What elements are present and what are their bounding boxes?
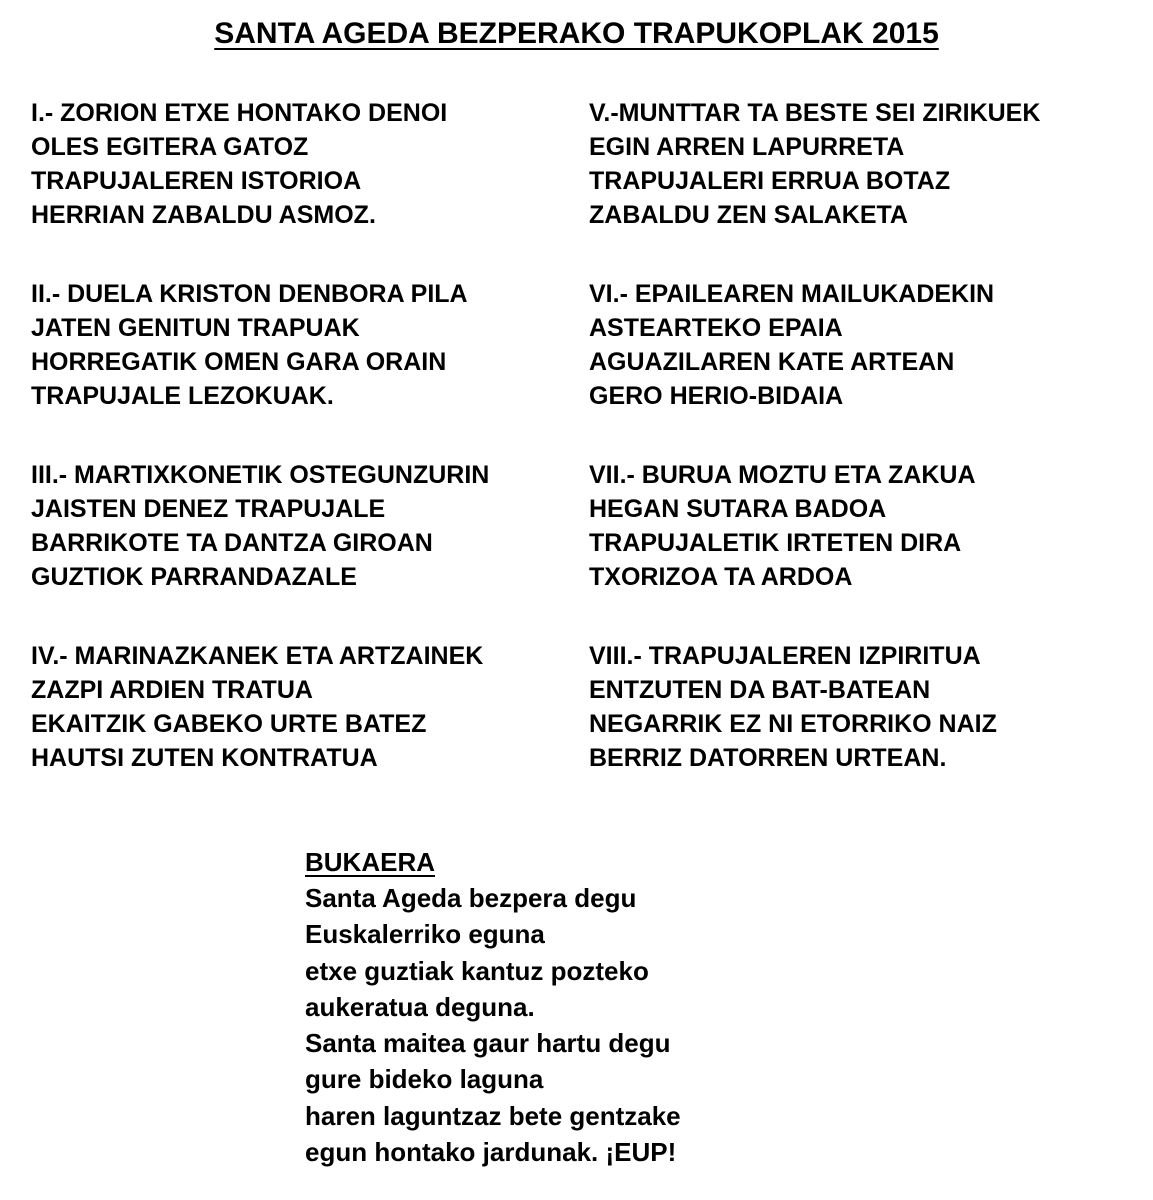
stanza-3	[31, 458, 591, 639]
stanza-line: TRAPUJALETIK IRTETEN DIRA	[589, 529, 962, 557]
ending-line: gure bideko laguna	[305, 1064, 544, 1095]
stanza-line: JAISTEN DENEZ TRAPUJALE	[31, 495, 386, 523]
stanza-5	[589, 96, 1149, 277]
stanza-line: II.- DUELA KRISTON DENBORA PILA	[31, 280, 468, 308]
stanza-line: III.- MARTIXKONETIK OSTEGUNZURIN	[31, 461, 490, 489]
stanza-line: TRAPUJALE LEZOKUAK.	[31, 382, 334, 410]
stanza-line: IV.- MARINAZKANEK ETA ARTZAINEK	[31, 642, 484, 670]
stanza-line: TRAPUJALEREN ISTORIOA	[31, 167, 362, 195]
left-column	[31, 96, 591, 775]
stanza-line: BARRIKOTE TA DANTZA GIROAN	[31, 529, 433, 557]
stanza-line: ENTZUTEN DA BAT-BATEAN	[589, 676, 931, 704]
stanza-line: ASTEARTEKO EPAIA	[589, 314, 843, 342]
ending-line: haren laguntzaz bete gentzake	[305, 1100, 681, 1131]
stanza-line: TRAPUJALERI ERRUA BOTAZ	[589, 167, 951, 195]
stanza-line: GUZTIOK PARRANDAZALE	[31, 563, 357, 591]
stanza-4	[31, 639, 591, 775]
stanza-line: VI.- EPAILEAREN MAILUKADEKIN	[589, 280, 995, 308]
ending-line: Santa Ageda bezpera degu	[305, 883, 637, 913]
stanza-line: JATEN GENITUN TRAPUAK	[31, 314, 360, 342]
ending-line: aukeratua deguna.	[305, 991, 535, 1022]
right-column	[589, 96, 1149, 775]
stanza-line: ZAZPI ARDIEN TRATUA	[31, 676, 313, 704]
stanza-line: AGUAZILAREN KATE ARTEAN	[589, 348, 955, 376]
stanza-line: EGIN ARREN LAPURRETA	[589, 133, 905, 161]
stanza-6	[589, 277, 1149, 458]
ending-line: Santa maitea gaur hartu degu	[305, 1028, 671, 1059]
stanza-line: HEGAN SUTARA BADOA	[589, 495, 887, 523]
stanza-2	[31, 277, 591, 458]
stanza-line: VII.- BURUA MOZTU ETA ZAKUA	[589, 461, 976, 489]
ending-heading: BUKAERA	[305, 847, 435, 877]
page-title	[0, 14, 1153, 54]
stanza-line: I.- ZORION ETXE HONTAKO DENOI	[31, 99, 448, 127]
stanza-line: EKAITZIK GABEKO URTE BATEZ	[31, 710, 427, 738]
stanza-7	[589, 458, 1149, 639]
stanza-line: NEGARRIK EZ NI ETORRIKO NAIZ	[589, 710, 997, 738]
ending-line: Euskalerriko eguna	[305, 919, 545, 950]
stanza-line: HORREGATIK OMEN GARA ORAIN	[31, 348, 447, 376]
ending-line: etxe guztiak kantuz pozteko	[305, 955, 649, 986]
stanza-1	[31, 96, 591, 277]
stanza-line: V.-MUNTTAR TA BESTE SEI ZIRIKUEK	[589, 99, 1041, 127]
stanza-line: TXORIZOA TA ARDOA	[589, 563, 853, 591]
ending-line: egun hontako jardunak. ¡EUP!	[305, 1137, 677, 1168]
stanza-line: ZABALDU ZEN SALAKETA	[589, 201, 908, 229]
page-title-text: SANTA AGEDA BEZPERAKO TRAPUKOPLAK 2015	[214, 17, 939, 50]
stanza-line: VIII.- TRAPUJALEREN IZPIRITUA	[589, 642, 981, 670]
stanza-line: HERRIAN ZABALDU ASMOZ.	[31, 201, 376, 229]
stanza-8	[589, 639, 1149, 775]
stanza-line: GERO HERIO-BIDAIA	[589, 382, 844, 410]
ending-section	[305, 844, 905, 1170]
stanza-line: BERRIZ DATORREN URTEAN.	[589, 744, 947, 772]
stanza-line: OLES EGITERA GATOZ	[31, 133, 309, 161]
stanza-line: HAUTSI ZUTEN KONTRATUA	[31, 744, 378, 772]
